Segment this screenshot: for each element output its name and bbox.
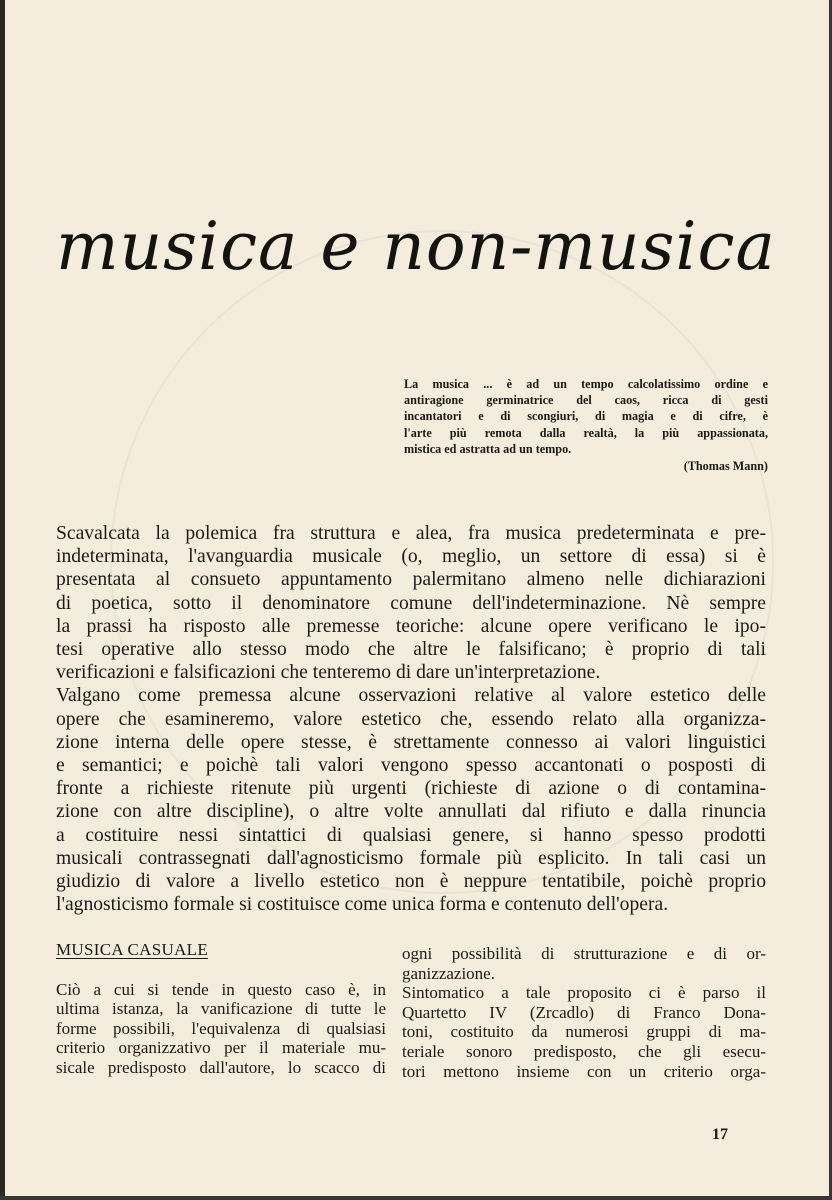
page-edge-bottom bbox=[0, 1196, 832, 1200]
text-line: Valgano come premessa alcune osservazioni relative al valore estetico delle bbox=[56, 685, 766, 707]
text-line: tori mettono insieme con un criterio orga- bbox=[402, 1061, 766, 1081]
text-line: a costituire nessi sintattici di qualsiasi genere, si hanno spesso prodotti bbox=[56, 824, 766, 846]
text-line: musicali contrassegnati dall'agnosticismo formale più esplicito. In tali casi un bbox=[56, 847, 766, 869]
text-line: ogni possibilità di strutturazione e di or- bbox=[402, 944, 766, 963]
text-line: la prassi ha risposto alle premesse teoriche: alcune opere verificano le ipo- bbox=[56, 615, 766, 637]
body-paragraph-1 bbox=[56, 522, 766, 684]
text-line: indeterminata, l'avanguardia musicale (o, meglio, un settore di essa) si è bbox=[56, 546, 766, 568]
left-column-paragraph bbox=[56, 980, 386, 1078]
text-line: forme possibili, l'equivalenza di qualsiasi bbox=[56, 1018, 386, 1038]
text-line: zione con altre discipline), o altre volte annullati dal rifiuto e dalla rinuncia bbox=[56, 801, 766, 823]
text-line: fronte a richieste ritenute più urgenti (richieste di azione o di contamina- bbox=[56, 778, 766, 800]
page-edge-left bbox=[0, 0, 5, 1200]
main-text bbox=[56, 522, 766, 916]
text-line: sicale predisposto dall'autore, lo scacco di bbox=[56, 1057, 386, 1077]
right-column bbox=[402, 944, 766, 1081]
epigraph-line: La musica ... è ad un tempo calcolatissimo ordine e bbox=[404, 377, 768, 391]
article-title: musica e non-musica bbox=[56, 208, 776, 285]
text-line: di poetica, sotto il denominatore comune dell'indeterminazione. Nè sempre bbox=[56, 592, 766, 614]
epigraph-attribution: (Thomas Mann) bbox=[683, 459, 768, 474]
text-line: zione interna delle opere stesse, è strettamente connesso ai valori linguistici bbox=[56, 731, 766, 753]
text-line: Scavalcata la polemica fra struttura e alea, fra musica predeterminata e pre- bbox=[56, 523, 766, 544]
text-line: ultima istanza, la vanificazione di tutte le bbox=[56, 999, 386, 1019]
text-line: opere che esamineremo, valore estetico che, essendo relato alla organizza- bbox=[56, 708, 766, 730]
text-line: Ciò a cui si tende in questo caso è, in bbox=[56, 979, 386, 999]
epigraph-line: mistica ed astratta ad un tempo. bbox=[404, 441, 572, 456]
text-line: teriale sonoro predisposto, che gli esecu- bbox=[402, 1041, 766, 1061]
text-line: giudizio di valore a livello estetico non è neppure tentatibile, poichè proprio bbox=[56, 871, 766, 893]
epigraph-line: l'arte più remota dalla realtà, la più appassionata, bbox=[404, 425, 768, 440]
epigraph-line: incantatori e di scongiuri, di magia e di cifre, è bbox=[404, 409, 768, 424]
text-line: Quartetto IV (Zrcadlo) di Franco Dona- bbox=[402, 1002, 766, 1022]
text-line: presentata al consueto appuntamento palermitano almeno nelle dichiarazioni bbox=[56, 569, 766, 591]
page-number: 17 bbox=[712, 1126, 728, 1143]
text-line: toni, costituito da numerosi gruppi di ma- bbox=[402, 1022, 766, 1042]
epigraph bbox=[404, 376, 768, 474]
text-line: ganizzazione. bbox=[402, 963, 495, 983]
text-line: verificazioni e falsificazioni che tenteremo di dare un'interpretazione. bbox=[56, 662, 601, 684]
text-line: e semantici; e poichè tali valori vengono spesso accantonati o posposti di bbox=[56, 755, 766, 777]
epigraph-line: antiragione germinatrice del caos, ricca di gesti bbox=[404, 393, 768, 408]
text-line: tesi operative allo stesso modo che altre le falsificano; è proprio di tali bbox=[56, 639, 766, 661]
text-line: Sintomatico a tale proposito ci è parso il bbox=[402, 983, 766, 1003]
text-line: l'agnosticismo formale si costituisce come unica forma e contenuto dell'opera. bbox=[56, 894, 669, 916]
text-line: criterio organizzativo per il materiale mu- bbox=[56, 1038, 386, 1058]
left-column bbox=[56, 938, 386, 1078]
section-heading: MUSICA CASUALE bbox=[56, 940, 209, 959]
body-paragraph-2 bbox=[56, 684, 766, 916]
